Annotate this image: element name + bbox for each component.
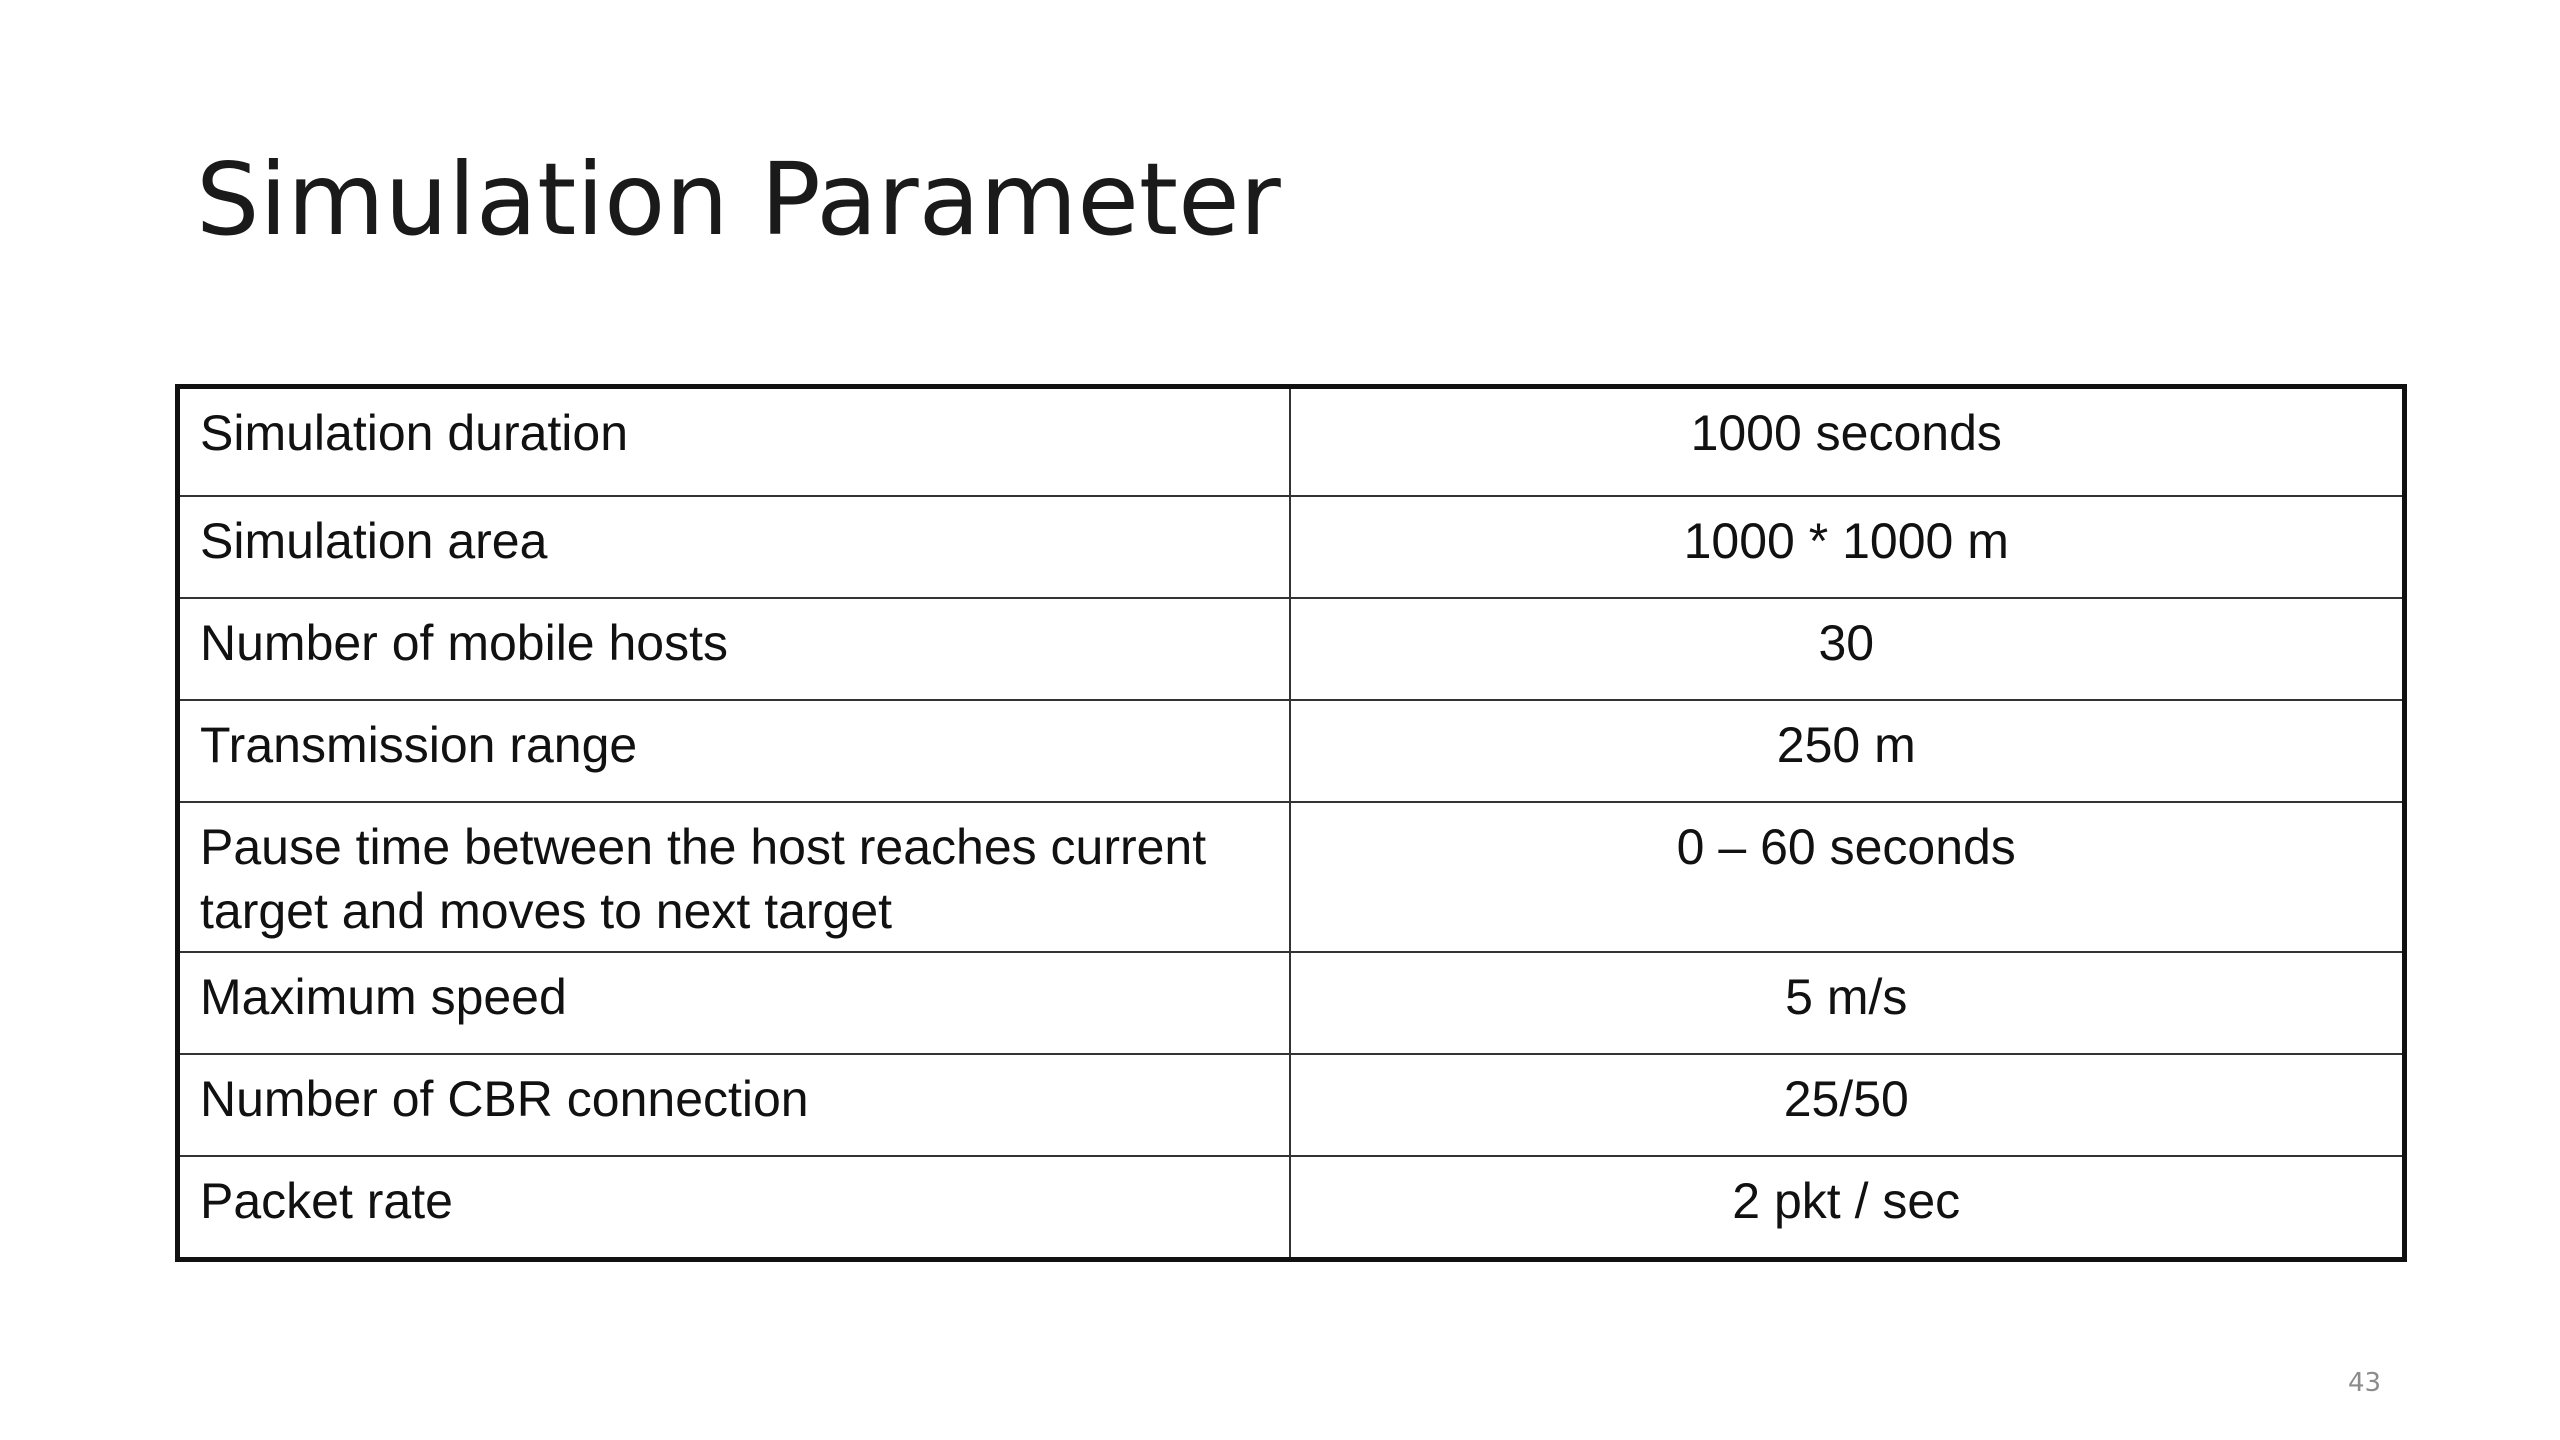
parameter-name: Simulation duration [178,387,1290,497]
table-row [178,598,2405,700]
parameter-value: 25/50 [1290,1054,2405,1156]
parameter-value: 1000 seconds [1290,387,2405,497]
table-row [178,387,2405,497]
table-row [178,496,2405,598]
parameter-value: 5 m/s [1290,952,2405,1054]
parameter-name: Packet rate [178,1156,1290,1260]
parameter-value: 0 – 60 seconds [1290,802,2405,952]
parameter-name: Transmission range [178,700,1290,802]
parameter-name: Number of mobile hosts [178,598,1290,700]
table-row [178,1156,2405,1260]
parameter-value: 2 pkt / sec [1290,1156,2405,1260]
parameter-value: 30 [1290,598,2405,700]
table-row [178,952,2405,1054]
parameter-name: Maximum speed [178,952,1290,1054]
parameter-name: Simulation area [178,496,1290,598]
parameter-value: 1000 * 1000 m [1290,496,2405,598]
table-row [178,700,2405,802]
page-number: 43 [2348,1368,2382,1398]
parameter-name: Number of CBR connection [178,1054,1290,1156]
slide-title: Simulation Parameter [196,141,1281,258]
parameter-name: Pause time between the host reaches current target and moves to next target [178,802,1290,952]
simulation-parameter-table [175,384,2407,1262]
parameter-value: 250 m [1290,700,2405,802]
table-row [178,802,2405,952]
table-row [178,1054,2405,1156]
